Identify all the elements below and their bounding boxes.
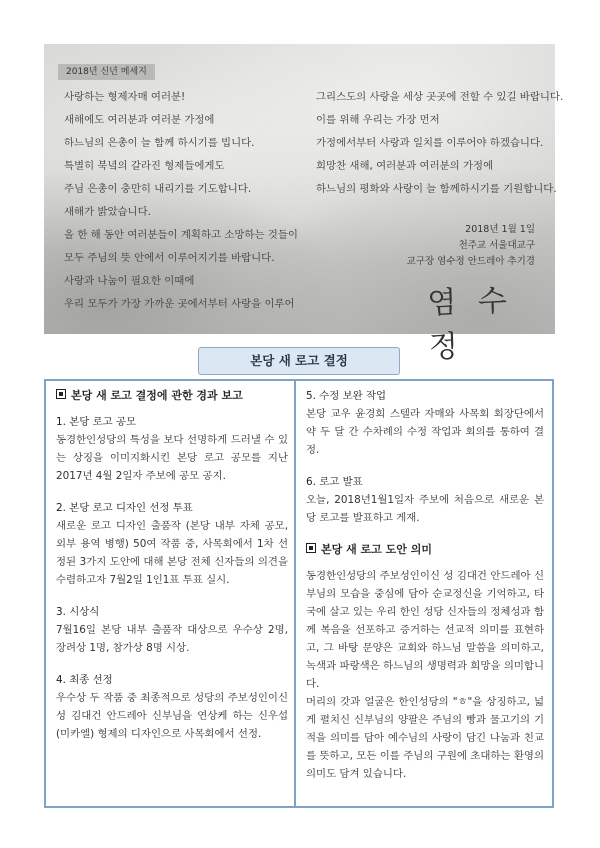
message-line: 사랑과 나눔이 필요한 이때에	[64, 275, 195, 287]
message-line: 하느님의 평화와 사랑이 늘 함께하시기를 기원합니다.	[316, 183, 557, 195]
section-body: 새로운 로고 디자인 출품작 (본당 내부 자체 공모, 외부 용역 병행) 50여 작품 중, 사목회에서 1차 선정된 3가지 도안에 대해 본당 전체 신자들의 의견을 수렴하고자 7월2일 1인1표 투표 실시.	[56, 520, 288, 586]
message-right-column	[316, 86, 563, 201]
message-org: 천주교 서울대교구	[458, 240, 535, 251]
message-line: 사랑하는 형제자매 여러분!	[64, 91, 186, 103]
report-header-text: 본당 새 로고 결정에 관한 경과 보고	[71, 389, 243, 402]
logo-meaning-header	[306, 541, 544, 557]
section-heading: 6. 로고 발표	[306, 476, 363, 488]
section-body: 우수상 두 작품 중 최종적으로 성당의 주보성인이신 성 김대건 안드레아 신부님을 연상케 하는 신우섭(미카엘) 형제의 디자인으로 사목회에서 선정.	[56, 692, 288, 740]
message-line: 하느님의 은총이 늘 함께 하시기를 빕니다.	[64, 137, 255, 149]
section-heading: 2. 본당 로고 디자인 선정 투표	[56, 502, 193, 514]
section-body: 7월16일 본당 내부 출품작 대상으로 우수상 2명, 장려상 1명, 참가상 8명 시상.	[56, 624, 288, 654]
section-body: 오늘, 2018년1월1일자 주보에 처음으로 새로운 본당 로고를 발표하고 게재.	[306, 494, 544, 524]
message-signature-block	[407, 222, 535, 270]
report-right-column	[296, 381, 552, 783]
section-heading: 5. 수정 보완 작업	[306, 390, 387, 402]
section-title: 본당 새 로고 결정	[198, 347, 400, 375]
message-date: 2018년 1월 1일	[465, 224, 535, 235]
message-line: 희망찬 새해, 여러분과 여러분의 가정에	[316, 160, 494, 172]
section-body: 동경한인성당의 특성을 보다 선명하게 드러낼 수 있는 상징을 이미지화시킨 본당 로고 공모를 지난 2017년 4월 2일자 주보에 공모 공지.	[56, 434, 288, 482]
message-line: 올 한 해 동안 여러분들이 계획하고 소망하는 것들이	[64, 229, 298, 241]
message-line: 가정에서부터 사랑과 일치를 이루어야 하겠습니다.	[316, 137, 544, 149]
section-heading: 3. 시상식	[56, 606, 100, 618]
section-body: 본당 교우 윤경희 스텔라 자매와 사목회 회장단에서 약 두 달 간 수차례의 수정 작업과 회의를 통하여 결정.	[306, 408, 544, 456]
logo-meaning-text: 머리의 갓과 얼굴은 한인성당의 "ㅎ"을 상징하고, 넓게 펼치신 신부님의 양팔은 주님의 빵과 물고기의 기적을 의미를 담아 예수님의 사랑이 담긴 나눔과 친교를 뜻하고, 모든 이를 주님의 구원에 초대하는 환영의 의미도 담겨 있습니다.	[306, 696, 544, 780]
report-header	[56, 387, 288, 403]
section-heading: 4. 최종 선정	[56, 674, 113, 686]
message-line: 새해가 밝았습니다.	[64, 206, 151, 218]
message-tag: 2018년 신년 메세지	[58, 64, 155, 80]
report-left-column	[46, 381, 296, 806]
logo-meaning-header-text: 본당 새 로고 도안 의미	[321, 543, 432, 556]
report-box	[44, 379, 554, 808]
message-line: 주님 은총이 충만히 내리기를 기도합니다.	[64, 183, 252, 195]
section-heading: 1. 본당 로고 공모	[56, 416, 137, 428]
message-left-column	[64, 86, 298, 316]
message-line: 모두 주님의 뜻 안에서 이루어지기를 바랍니다.	[64, 252, 275, 264]
message-line: 새해에도 여러분과 여러분 가정에	[64, 114, 215, 126]
message-line: 그리스도의 사랑을 세상 곳곳에 전할 수 있길 바랍니다.	[316, 91, 564, 103]
square-bullet-icon	[56, 389, 66, 399]
handwritten-signature: 염 수 정	[426, 283, 514, 366]
square-bullet-icon	[306, 543, 316, 553]
message-author: 교구장 염수정 안드레아 추기경	[406, 256, 535, 267]
message-line: 특별히 북녘의 갈라진 형제들에게도	[64, 160, 225, 172]
message-line: 이를 위해 우리는 가장 먼저	[316, 114, 440, 126]
message-line: 우리 모두가 가장 가까운 곳에서부터 사랑을 이루어	[64, 298, 295, 310]
logo-meaning-text: 동경한인성당의 주보성인이신 성 김대건 안드레아 신부님의 모습을 중심에 담아 순교정신을 기억하고, 타국에 살고 있는 우리 한인 성당 신자들의 정체성과 함께 복음을 선포하고 증거하는 선교적 의미를 표현하고, 그 바탕 문양은 교회와 하느님 말씀을 의미하고, 녹색과 파랑색은 하느님의 생명력과 희망을 의미합니다.	[306, 570, 544, 690]
